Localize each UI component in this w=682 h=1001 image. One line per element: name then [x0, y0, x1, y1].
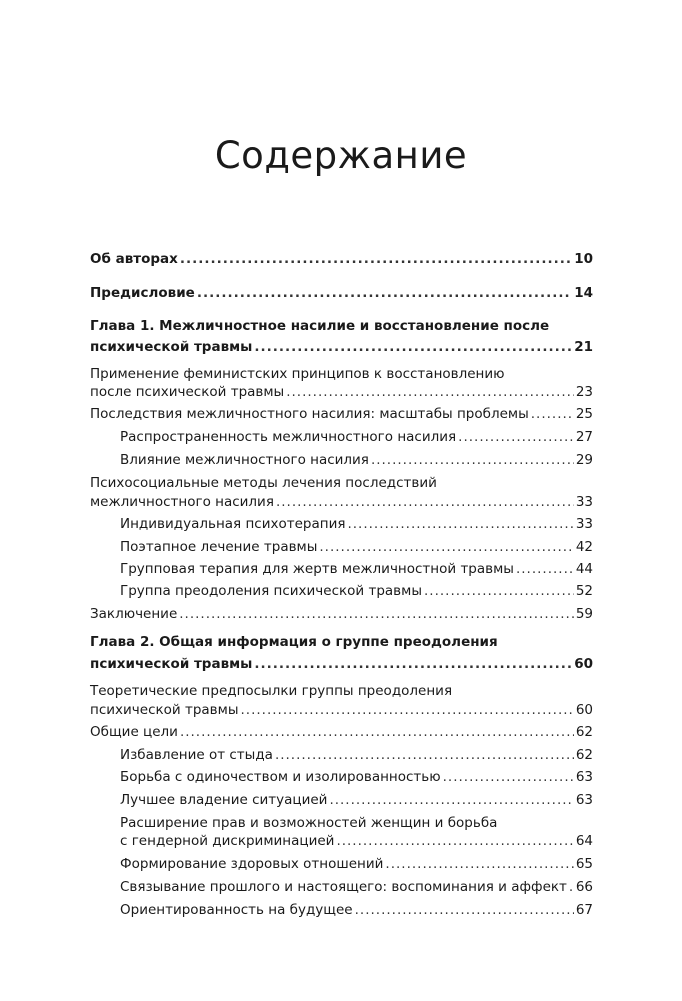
toc-entry-page: 25 [575, 406, 593, 422]
dot-leader [347, 515, 573, 533]
toc-entry-page: 33 [575, 494, 593, 510]
dot-leader [254, 655, 572, 673]
toc-entry-title-line1: Психосоциальные методы лечения последствий [90, 475, 437, 491]
toc-entry-page: 60 [574, 656, 593, 672]
toc-entry-title: Групповая терапия для жертв межличностной травмы [120, 561, 514, 577]
toc-entry-title: Влияние межличностного насилия [120, 452, 369, 468]
dot-leader [180, 723, 574, 741]
toc-entry[interactable] [90, 655, 593, 673]
dot-leader [458, 428, 574, 446]
toc-entry-page: 59 [575, 606, 593, 622]
toc-entry-page: 64 [575, 833, 593, 849]
toc-entry[interactable] [90, 605, 593, 623]
toc-entry-title-line1: Глава 1. Межличностное насилие и восстановление после [90, 318, 550, 334]
toc-entry-title: Общие цели [90, 724, 178, 740]
toc-entry[interactable] [90, 284, 593, 302]
toc-entry[interactable] [90, 338, 593, 356]
toc-entry-page: 23 [575, 384, 593, 400]
dot-leader [319, 538, 573, 556]
toc-entry-page: 60 [575, 702, 593, 718]
toc-entry-title: Индивидуальная психотерапия [120, 516, 346, 532]
toc-entry-title: Об авторах [90, 251, 178, 267]
toc-entry-title: психической травмы [90, 339, 253, 355]
dot-leader [371, 451, 574, 469]
toc-entry-title-line1: Применение феминистских принципов к восстановлению [90, 366, 505, 382]
toc-entry-page: 65 [575, 856, 593, 872]
toc-entry[interactable] [120, 878, 593, 896]
toc-entry[interactable] [120, 855, 593, 873]
toc-entry-page: 52 [575, 583, 593, 599]
toc-entry-page: 14 [574, 285, 593, 301]
toc-entry-title: Связывание прошлого и настоящего: воспоминания и аффект [120, 879, 567, 895]
toc-entry[interactable] [120, 515, 593, 533]
toc-entry-title: Ориентированность на будущее [120, 902, 353, 918]
dot-leader [329, 791, 573, 809]
toc-entry-title: после психической травмы [90, 384, 285, 400]
toc-entry[interactable] [90, 493, 593, 511]
toc-entry[interactable] [120, 582, 593, 600]
toc-entry-title: Поэтапное лечение травмы [120, 539, 318, 555]
toc-entry-title: Формирование здоровых отношений [120, 856, 384, 872]
toc-entry-page: 62 [575, 747, 593, 763]
dot-leader [355, 901, 574, 919]
dot-leader [197, 284, 572, 302]
dot-leader [240, 701, 573, 719]
dot-leader [531, 405, 574, 423]
toc-entry-title-line1: Теоретические предпосылки группы преодоления [90, 683, 453, 699]
toc-entry[interactable] [120, 791, 593, 809]
toc-entry-title: Лучшее владение ситуацией [120, 792, 328, 808]
toc-entry-title: Заключение [90, 606, 178, 622]
toc-entry-page: 62 [575, 724, 593, 740]
dot-leader [336, 832, 573, 850]
dot-leader [286, 383, 574, 401]
toc-entry-page: 27 [575, 429, 593, 445]
toc-entry-page: 29 [575, 452, 593, 468]
toc-entry-title: Группа преодоления психической травмы [120, 583, 422, 599]
toc-entry[interactable] [120, 538, 593, 556]
toc-entry[interactable] [120, 451, 593, 469]
toc-entry[interactable] [120, 768, 593, 786]
page-title: Содержание [214, 134, 468, 177]
toc-entry-page: 44 [575, 561, 593, 577]
dot-leader [275, 746, 574, 764]
toc-entry-page: 66 [575, 879, 593, 895]
toc-entry-title-line1: Глава 2. Общая информация о группе преодоления [90, 634, 498, 650]
toc-entry-title: психической травмы [90, 656, 253, 672]
toc-entry-page: 10 [574, 251, 593, 267]
toc-entry-title: Борьба с одиночеством и изолированностью [120, 769, 441, 785]
toc-entry[interactable] [90, 723, 593, 741]
dot-leader [179, 605, 574, 623]
dot-leader [443, 768, 574, 786]
toc-entry-title: Последствия межличностного насилия: масштабы проблемы [90, 406, 529, 422]
toc-entry-title: межличностного насилия [90, 494, 274, 510]
toc-entry[interactable] [120, 746, 593, 764]
dot-leader [254, 338, 572, 356]
toc-entry[interactable] [120, 901, 593, 919]
toc-entry-title: Избавление от стыда [120, 747, 273, 763]
toc-entry-page: 33 [575, 516, 593, 532]
dot-leader [516, 560, 574, 578]
toc-entry-page: 63 [575, 792, 593, 808]
toc-entry[interactable] [90, 383, 593, 401]
dot-leader [424, 582, 574, 600]
toc-entry-page: 21 [574, 339, 593, 355]
toc-entry[interactable] [90, 250, 593, 268]
dot-leader [180, 250, 572, 268]
toc-entry-title: Предисловие [90, 285, 195, 301]
toc-entry[interactable] [90, 405, 593, 423]
toc-entry-title: Распространенность межличностного насилия [120, 429, 457, 445]
toc-entry[interactable] [90, 701, 593, 719]
toc-entry-page: 67 [575, 902, 593, 918]
toc-entry-page: 63 [575, 769, 593, 785]
toc-entry-title: психической травмы [90, 702, 239, 718]
toc-entry[interactable] [120, 560, 593, 578]
dot-leader [569, 878, 574, 896]
toc-entry-page: 42 [575, 539, 593, 555]
dot-leader [276, 493, 574, 511]
toc-entry-title-line1: Расширение прав и возможностей женщин и борьба [120, 815, 498, 831]
toc-entry[interactable] [120, 832, 593, 850]
toc-entry-title: с гендерной дискриминацией [120, 833, 335, 849]
toc-entry[interactable] [120, 428, 593, 446]
dot-leader [385, 855, 573, 873]
